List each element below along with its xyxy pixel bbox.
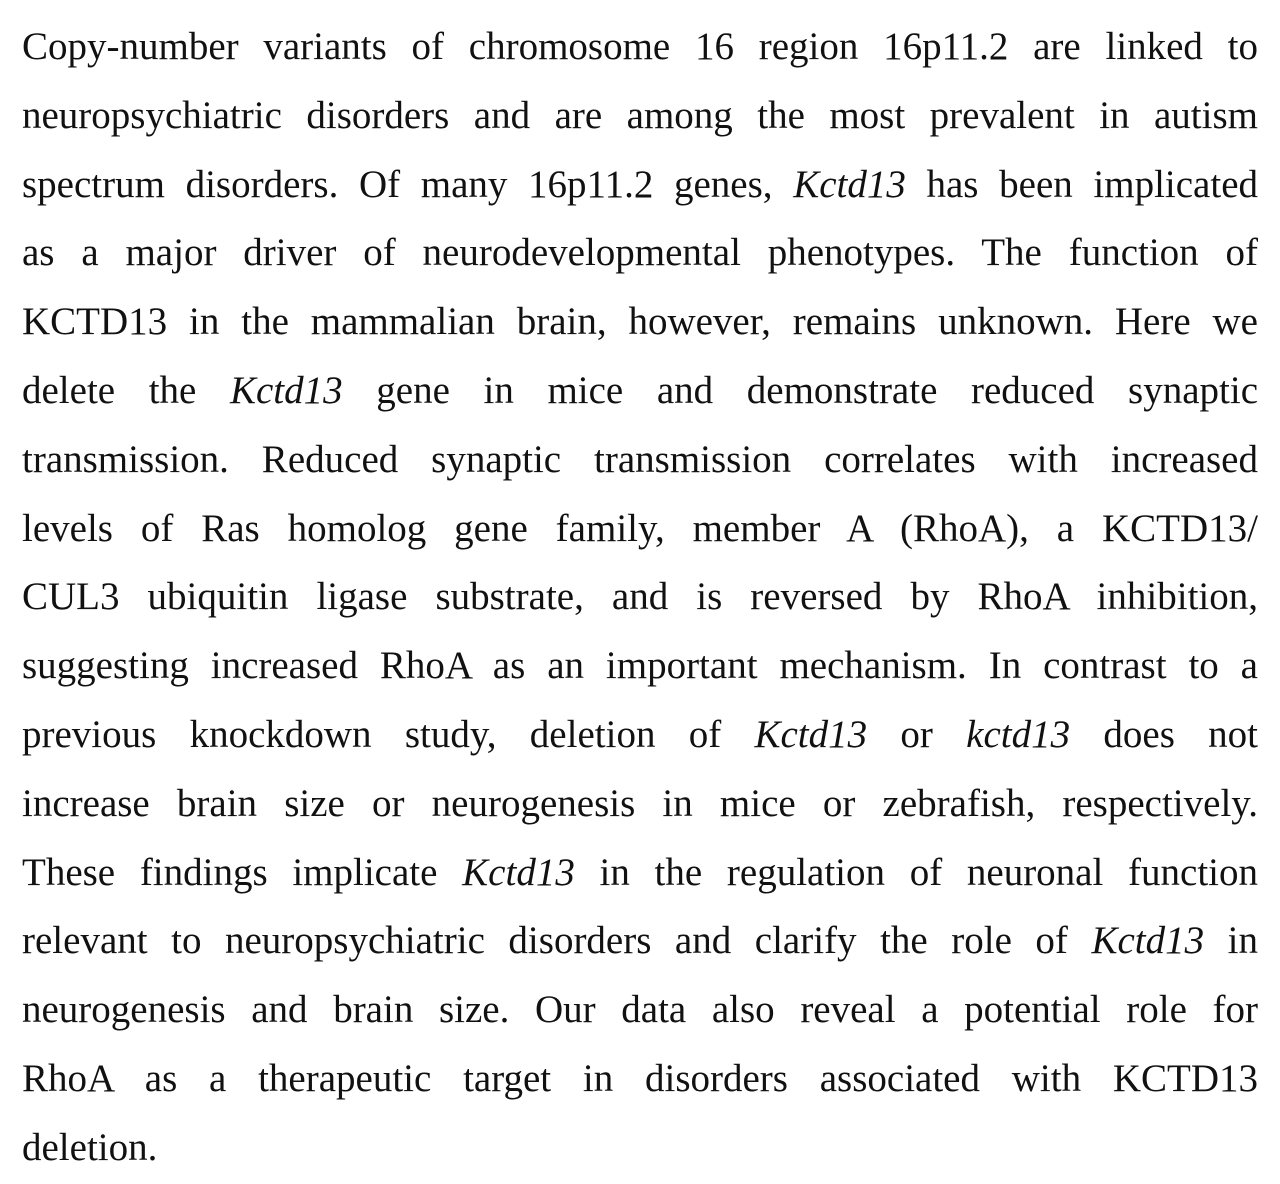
text-segment: These findings implicate [22, 850, 463, 894]
text-segment: in the regulation of neuronal function [574, 850, 1258, 894]
text-segment: CUL3 ubiquitin ligase substrate, and is reversed by RhoA inhibition, [22, 575, 1258, 619]
text-segment: in [1204, 919, 1258, 963]
text-segment: spectrum disorders. Of many 16p11.2 genes, [22, 162, 794, 206]
gene-name-italic: Kctd13 [1091, 919, 1205, 963]
abstract-line [22, 1045, 1258, 1114]
abstract-line [22, 632, 1258, 701]
text-segment: relevant to neuropsychiatric disorders and clarify the role of [22, 919, 1092, 963]
text-segment: KCTD13 in the mammalian brain, however, remains unknown. Here we [22, 300, 1258, 344]
abstract-line [22, 357, 1258, 426]
gene-name-italic: Kctd13 [793, 162, 906, 206]
gene-name-italic: Kctd13 [754, 712, 868, 756]
abstract-line [22, 1114, 1258, 1183]
text-segment: transmission. Reduced synaptic transmission correlates with increased [22, 437, 1258, 481]
text-segment: or [867, 712, 967, 756]
gene-name-italic: Kctd13 [462, 850, 575, 894]
text-segment: suggesting increased RhoA as an important mechanism. In contrast to a [22, 644, 1258, 688]
abstract-line [22, 13, 1258, 82]
text-segment: has been implicated [905, 162, 1259, 206]
abstract-line [22, 839, 1258, 908]
abstract-line [22, 495, 1258, 564]
abstract-line [22, 563, 1258, 632]
abstract-line [22, 770, 1258, 839]
text-segment: does not [1070, 712, 1258, 756]
text-segment: increase brain size or neurogenesis in mice or zebrafish, respectively. [22, 781, 1258, 825]
text-segment: RhoA as a therapeutic target in disorders associated with KCTD13 [22, 1056, 1258, 1100]
text-segment: levels of Ras homolog gene family, member A (RhoA), a KCTD13/ [22, 506, 1258, 550]
abstract-line [22, 426, 1258, 495]
abstract-line [22, 219, 1258, 288]
abstract-line [22, 151, 1258, 220]
text-segment: neuropsychiatric disorders and are among the most prevalent in autism [22, 93, 1258, 137]
text-segment: neurogenesis and brain size. Our data also reveal a potential role for [22, 988, 1258, 1032]
abstract-line [22, 976, 1258, 1045]
abstract-line [22, 288, 1258, 357]
gene-name-italic: Kctd13 [229, 368, 343, 412]
text-segment: previous knockdown study, deletion of [22, 712, 755, 756]
text-segment: gene in mice and demonstrate reduced synaptic [342, 368, 1259, 412]
abstract-line [22, 82, 1258, 151]
abstract-line [22, 701, 1258, 770]
abstract-line [22, 907, 1258, 976]
gene-name-italic: kctd13 [966, 712, 1071, 756]
text-segment: Copy-number variants of chromosome 16 region 16p11.2 are linked to [22, 25, 1258, 68]
text-segment: delete the [22, 368, 230, 412]
text-segment: deletion. [22, 1125, 158, 1169]
text-segment: as a major driver of neurodevelopmental phenotypes. The function of [22, 231, 1258, 275]
abstract-paragraph [22, 13, 1258, 1183]
